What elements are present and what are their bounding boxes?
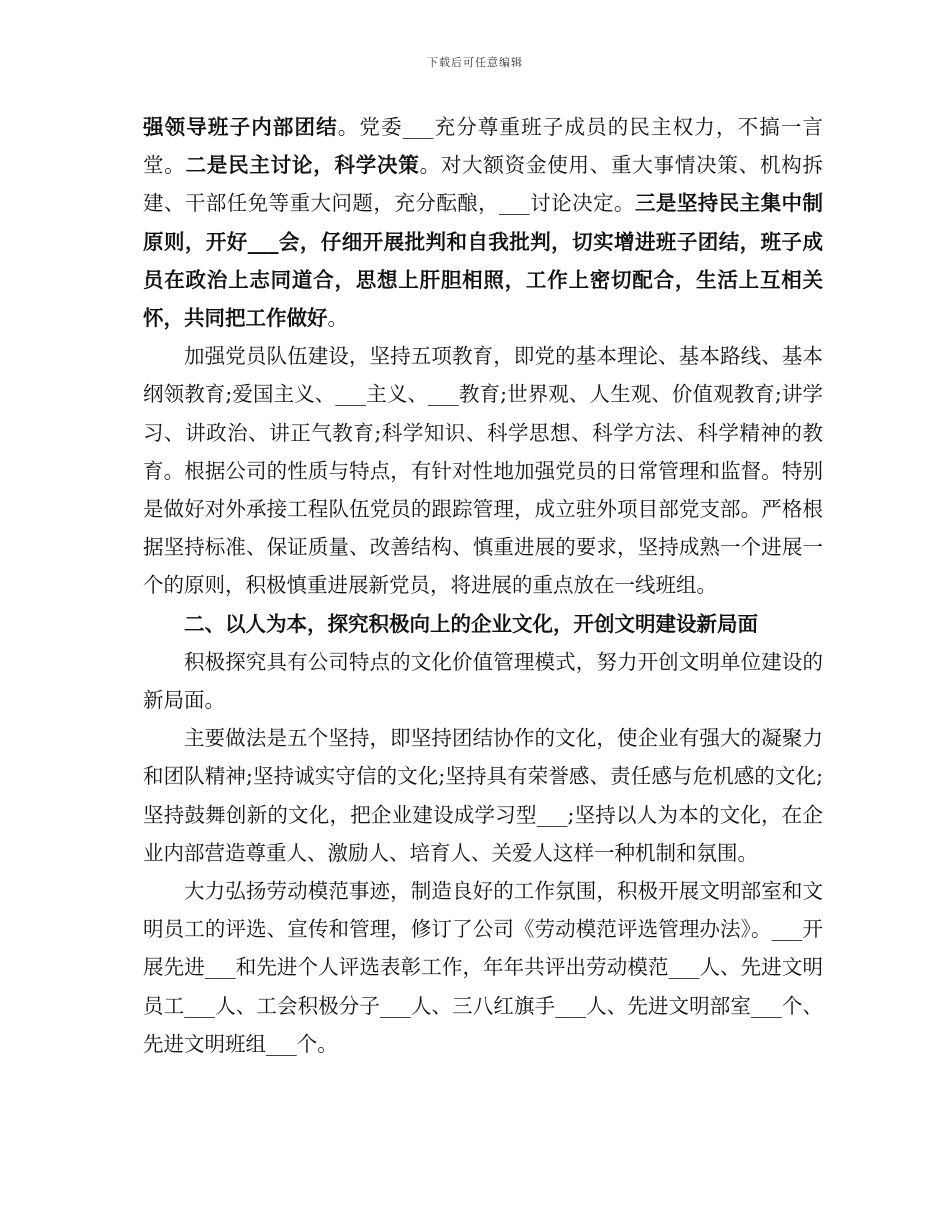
body-text: 积极探究具有公司特点的文化价值管理模式，努力开创文明单位建设的新局面。 (143, 649, 823, 713)
bold-text: 二是民主讨论，科学决策 (185, 153, 420, 178)
body-text: 。对大额资金使用、重大事情决策、机构拆建、干部任免等重大问题，充分酝酿，___讨论决定。 (143, 153, 824, 216)
body-text: 。 (327, 306, 348, 331)
paragraph-leadership (143, 108, 823, 337)
bold-text: 强领导班子内部团结 (143, 115, 338, 139)
body-text: 主要做法是五个坚持，即坚持团结协作的文化，使企业有强大的凝聚力和团队精神;坚持诚实守信的文化;坚持具有荣誉感、责任感与危机感的文化;坚持鼓舞创新的文化，把企业建设成学习型___;坚持以人为本的文化，在企业内部营造尊重人、激励人、培育人、关爱人这样一种机制和氛围。 (143, 726, 823, 865)
paragraph-five-insists (143, 719, 823, 872)
body-text: 大力弘扬劳动模范事迹，制造良好的工作氛围，积极开展文明部室和文明员工的评选、宣传和管理，修订了公司《劳动模范评选管理办法》。___开展先进___和先进个人评选表彰工作，年年共评出劳动模范___人、先进文明员工___人、工会积极分子___人、三八红旗手___人、先进文明部室___个、先进文明班组___个。 (143, 879, 823, 1056)
paragraph-culture-intro (143, 643, 823, 719)
heading-text: 二、以人为本，探究积极向上的企业文化，开创文明建设新局面 (184, 611, 758, 636)
bold-text: 三是坚持民主集中制原则，开好___会，仔细开展批判和自我批判，切实增进班子团结，班子成员在政治上志同道合，思想上肝胆相照，工作上密切配合，生活上互相关怀，共同把工作做好 (143, 191, 824, 331)
paragraph-party-members (143, 337, 823, 604)
section-heading (143, 605, 823, 643)
page-header: 下载后可任意编辑 (427, 56, 523, 69)
body-text: 加强党员队伍建设，坚持五项教育，即党的基本理论、基本路线、基本纲领教育;爱国主义、___主义、___教育;世界观、人生观、价值观教育;讲学习、讲政治、讲正气教育;科学知识、科学思想、科学方法、科学精神的教育。根据公司的性质与特点，有针对性地加强党员的日常管理和监督。特别是做好对外承接工程队伍党员的跟踪管理，成立驻外项目部党支部。严格根据坚持标准、保证质量、改善结构、慎重进展的要求，坚持成熟一个进展一个的原则，积极慎重进展新党员，将进展的重点放在一线班组。 (143, 344, 823, 598)
body-text: 。党委___充分尊重班子成员的民主权力，不搞一言堂。 (143, 115, 824, 178)
paragraph-labor-models (143, 872, 823, 1063)
document-body (143, 108, 823, 1063)
